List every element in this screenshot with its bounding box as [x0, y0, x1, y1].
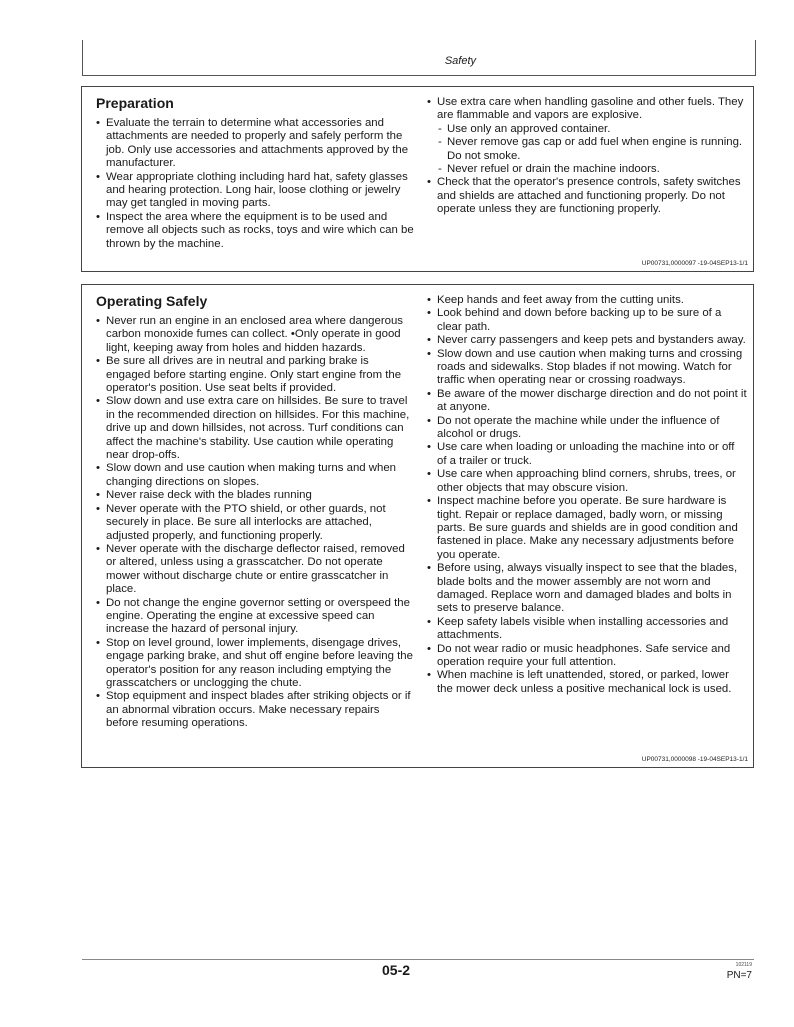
preparation-title: Preparation	[96, 95, 174, 111]
list-item: • Use extra care when handling gasoline and other fuels. They are flammable and vapors are explosive.	[427, 96, 747, 123]
list-item: • Slow down and use caution when making turns and crossing roads and sidewalks. Stop blades if not mowing. Watch for traffic when operating near or crossing roadways.	[427, 348, 747, 388]
list-subitem: - Never remove gas cap or add fuel when engine is running. Do not smoke.	[427, 136, 747, 163]
list-item: • Slow down and use extra care on hillsides. Be sure to travel in the recommended direction on hillsides. For this machine, drive up and down hillsides, not across. Turf conditions can affect the machine's stability. Use caution while operating near drop-offs.	[96, 395, 414, 462]
page-index: PN=7	[726, 970, 752, 981]
list-item: • Be aware of the mower discharge direction and do not point it at anyone.	[427, 388, 747, 415]
page-number: 05-2	[382, 962, 411, 978]
footer-small-code: 102119	[735, 962, 752, 968]
list-item: • Use care when approaching blind corners, shrubs, trees, or other objects that may obscure vision.	[427, 468, 747, 495]
operating-left-list	[96, 315, 414, 731]
list-item: • Before using, always visually inspect to see that the blades, blade bolts and the mower assembly are not worn and damaged. Replace worn and damaged blades and bolts in sets to preserve balance.	[427, 562, 747, 616]
list-item: • Never operate with the PTO shield, or other guards, not securely in place. Be sure all interlocks are attached, adjusted properly, and functioning properly.	[96, 503, 414, 543]
preparation-right-column	[427, 87, 747, 217]
operating-title: Operating Safely	[96, 293, 208, 309]
list-item: • Stop on level ground, lower implements, disengage drives, engage parking brake, and shut off engine before leaving the operator's position for any reason including emptying the grasscatchers or unclogging the chute.	[96, 637, 414, 691]
list-item: • Look behind and down before backing up to be sure of a clear path.	[427, 307, 747, 334]
reference-code: UP00731,0000097 -19-04SEP13-1/1	[641, 260, 748, 267]
list-item: • Do not wear radio or music headphones. Safe service and operation require your full attention.	[427, 643, 747, 670]
list-item: • Inspect the area where the equipment is to be used and remove all objects such as rocks, toys and wire which can be thrown by the machine.	[96, 211, 414, 251]
operating-safely-section	[81, 284, 754, 768]
list-item: • Never run an engine in an enclosed area where dangerous carbon monoxide fumes can collect. •Only operate in good light, keeping away from holes and hidden hazards.	[96, 315, 414, 355]
preparation-left-column	[96, 87, 414, 251]
preparation-left-list	[96, 117, 414, 251]
list-item: • Evaluate the terrain to determine what accessories and attachments are needed to properly and safely perform the job. Only use accessories and attachments approved by the manufacturer.	[96, 117, 414, 171]
operating-left-column	[96, 285, 414, 731]
operating-right-list	[427, 294, 747, 696]
list-item: • Do not change the engine governor setting or overspeed the engine. Operating the engine at excessive speed can increase the hazard of personal injury.	[96, 597, 414, 637]
list-item: • Use care when loading or unloading the machine into or off of a trailer or truck.	[427, 441, 747, 468]
preparation-section	[81, 86, 754, 272]
list-item: • Never raise deck with the blades running	[96, 489, 414, 502]
list-item: • When machine is left unattended, stored, or parked, lower the mower deck unless a positive mechanical lock is used.	[427, 669, 747, 696]
list-item: • Check that the operator's presence controls, safety switches and shields are attached and functioning properly. Do not operate unless they are functioning properly.	[427, 176, 747, 216]
footer-divider	[82, 959, 754, 960]
preparation-right-list	[427, 96, 747, 217]
list-item: • Keep hands and feet away from the cutting units.	[427, 294, 747, 307]
list-subitem: - Use only an approved container.	[427, 123, 747, 136]
reference-code: UP00731,0000098 -19-04SEP13-1/1	[641, 756, 748, 763]
list-item: • Stop equipment and inspect blades after striking objects or if an abnormal vibration occurs. Make necessary repairs before resuming operations.	[96, 690, 414, 730]
list-item: • Keep safety labels visible when installing accessories and attachments.	[427, 616, 747, 643]
list-item: • Inspect machine before you operate. Be sure hardware is tight. Repair or replace damaged, badly worn, or missing parts. Be sure guards and shields are in good condition and fastened in place. Make any necessary adjustments before you operate.	[427, 495, 747, 562]
list-item: • Never operate with the discharge deflector raised, removed or altered, unless using a grasscatcher. Do not operate mower without discharge chute or entire grasscatcher in place.	[96, 543, 414, 597]
list-item: • Do not operate the machine while under the influence of alcohol or drugs.	[427, 415, 747, 442]
list-item: • Wear appropriate clothing including hard hat, safety glasses and hearing protection. Long hair, loose clothing or jewelry may get tangled in moving parts.	[96, 171, 414, 211]
header-frame	[82, 40, 756, 76]
operating-right-column	[427, 285, 747, 696]
list-item: • Be sure all drives are in neutral and parking brake is engaged before starting engine. Only start engine from the operator's position. Use seat belts if provided.	[96, 355, 414, 395]
list-subitem: - Never refuel or drain the machine indoors.	[427, 163, 747, 176]
list-item: • Never carry passengers and keep pets and bystanders away.	[427, 334, 747, 347]
list-item: • Slow down and use caution when making turns and when changing directions on slopes.	[96, 462, 414, 489]
section-header: Safety	[444, 55, 476, 67]
